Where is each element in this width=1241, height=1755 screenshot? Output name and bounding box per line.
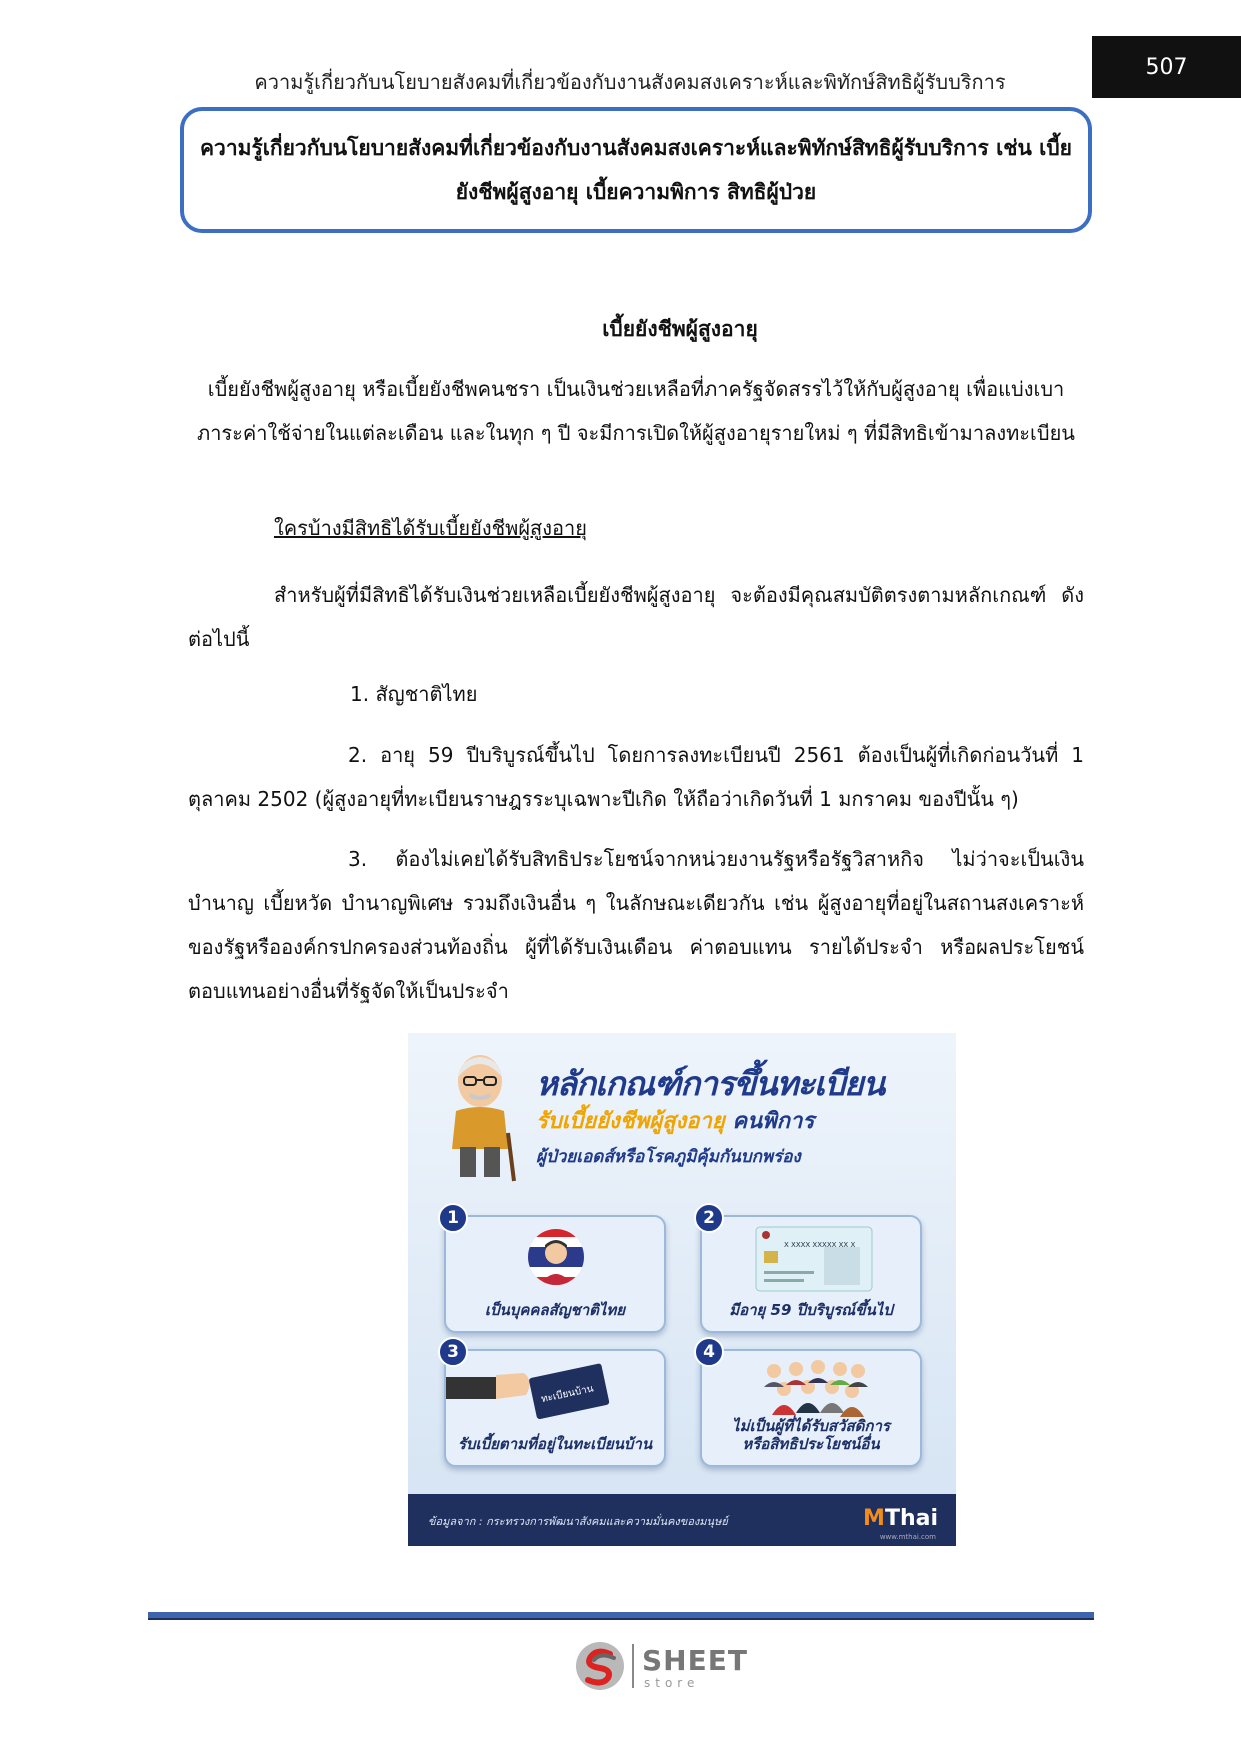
logo-divider	[632, 1644, 634, 1688]
criteria-intro-paragraph: สำหรับผู้ที่มีสิทธิได้รับเงินช่วยเหลือเบี้ยยังชีพผู้สูงอายุ จะต้องมีคุณสมบัติตรงตามหลักเกณฑ์ ดังต่อไปนี้	[188, 583, 1084, 651]
logo-sub: store	[644, 1676, 700, 1690]
criteria-card-4	[700, 1349, 922, 1467]
criterion-2: 2. อายุ 59 ปีบริบูรณ์ขึ้นไป โดยการลงทะเบียนปี 2561 ต้องเป็นผู้ที่เกิดก่อนวันที่ 1 ตุลาคม 2502 (ผู้สูงอายุที่ทะเบียนราษฎรระบุเฉพาะปีเกิด ให้ถือว่าเกิดวันที่ 1 มกราคม ของปีนั้น ๆ)	[188, 743, 1084, 811]
intro-paragraph: เบี้ยยังชีพผู้สูงอายุ หรือเบี้ยยังชีพคนชรา เป็นเงินช่วยเหลือที่ภาครัฐจัดสรรไว้ให้กับผู้สูงอายุ เพื่อแบ่งเบาภาระค่าใช้จ่ายในแต่ละเดือน และในทุก ๆ ปี จะมีการเปิดให้ผู้สูงอายุรายใหม่ ๆ ที่มีสิทธิเข้ามาลงทะเบียน	[197, 377, 1075, 445]
chapter-title-line2: ยังชีพผู้สูงอายุ เบี้ยความพิการ สิทธิผู้ป่วย	[455, 180, 817, 204]
brand-rest: Thai	[884, 1506, 938, 1531]
chapter-title-box	[180, 107, 1092, 233]
infographic-title: หลักเกณฑ์การขึ้นทะเบียน	[536, 1064, 885, 1103]
infographic-source: ข้อมูลจาก : กระทรวงการพัฒนาสังคมและความมั่นคงของมนุษย์	[428, 1515, 728, 1528]
brand-url: www.mthai.com	[879, 1533, 936, 1541]
card-4-label-line1: ไม่เป็นผู้ที่ได้รับสวัสดิการ	[732, 1417, 890, 1435]
card-4-label-line2: หรือสิทธิประโยชน์อื่น	[742, 1435, 880, 1453]
footer-rule	[148, 1612, 1094, 1620]
infographic-subtitle-2: ผู้ป่วยเอดส์หรือโรคภูมิคุ้มกันบกพร่อง	[536, 1147, 801, 1167]
eligibility-subheading: ใครบ้างมีสิทธิได้รับเบี้ยยังชีพผู้สูงอายุ	[274, 516, 587, 540]
infographic-footer	[408, 1494, 956, 1546]
house-registration-book-icon	[446, 1361, 646, 1421]
brand-m: M	[863, 1506, 885, 1531]
criterion-3: 3. ต้องไม่เคยได้รับสิทธิประโยชน์จากหน่วยงานรัฐหรือรัฐวิสาหกิจ ไม่ว่าจะเป็นเงินบำนาญ เบี้ยหวัด บำนาญพิเศษ รวมถึงเงินอื่น ๆ ในลักษณะเดียวกัน เช่น ผู้สูงอายุที่อยู่ในสถานสงเคราะห์ของรัฐหรือองค์กรปกครองส่วนท้องถิ่น ผู้ที่ได้รับเงินเดือน ค่าตอบแทน รายได้ประจำ หรือผลประโยชน์ตอบแทนอย่างอื่นที่รัฐจัดให้เป็นประจำ	[188, 847, 1085, 1003]
subtitle-rest: คนพิการ	[724, 1109, 815, 1134]
section-title: เบี้ยยังชีพผู้สูงอายุ	[602, 317, 758, 341]
page-number: 507	[1092, 36, 1241, 98]
running-header: ความรู้เกี่ยวกับนโยบายสังคมที่เกี่ยวข้องกับงานสังคมสงเคราะห์และพิทักษ์สิทธิผู้รับบริการ	[254, 70, 1006, 94]
card-1-number: 1	[438, 1203, 468, 1233]
id-card-number: X XXXX XXXXX XX X	[784, 1241, 856, 1249]
thai-flag-person-icon	[526, 1227, 586, 1287]
criterion-1: 1. สัญชาติไทย	[350, 682, 478, 706]
book-label: ทะเบียนบ้าน	[540, 1383, 595, 1406]
card-3-label: รับเบี้ยตามที่อยู่ในทะเบียนบ้าน	[457, 1435, 653, 1453]
subtitle-highlight: รับเบี้ยยังชีพผู้สูงอายุ	[536, 1109, 725, 1134]
chapter-title-line1: ความรู้เกี่ยวกับนโยบายสังคมที่เกี่ยวข้องกับงานสังคมสงเคราะห์และพิทักษ์สิทธิผู้รับบริการ เช่น เบี้ย	[199, 136, 1072, 160]
sheet-store-s-icon	[574, 1640, 626, 1692]
criteria-card-3	[444, 1349, 666, 1467]
sheet-store-logo	[574, 1638, 784, 1694]
mthai-logo	[863, 1506, 938, 1531]
card-2-label: มีอายุ 59 ปีบริบูรณ์ขึ้นไป	[729, 1301, 893, 1319]
card-2-number: 2	[694, 1203, 724, 1233]
elderly-man-illustration	[430, 1049, 530, 1185]
group-of-people-icon	[754, 1357, 872, 1419]
id-card-icon	[754, 1225, 874, 1293]
infographic-subtitle	[536, 1103, 814, 1138]
criteria-card-1	[444, 1215, 666, 1333]
registration-infographic	[408, 1033, 956, 1546]
logo-word: SHEET	[642, 1644, 748, 1677]
card-3-number: 3	[438, 1337, 468, 1367]
criteria-card-2	[700, 1215, 922, 1333]
card-4-label	[702, 1417, 920, 1453]
card-1-label: เป็นบุคคลสัญชาติไทย	[484, 1301, 626, 1319]
card-4-number: 4	[694, 1337, 724, 1367]
